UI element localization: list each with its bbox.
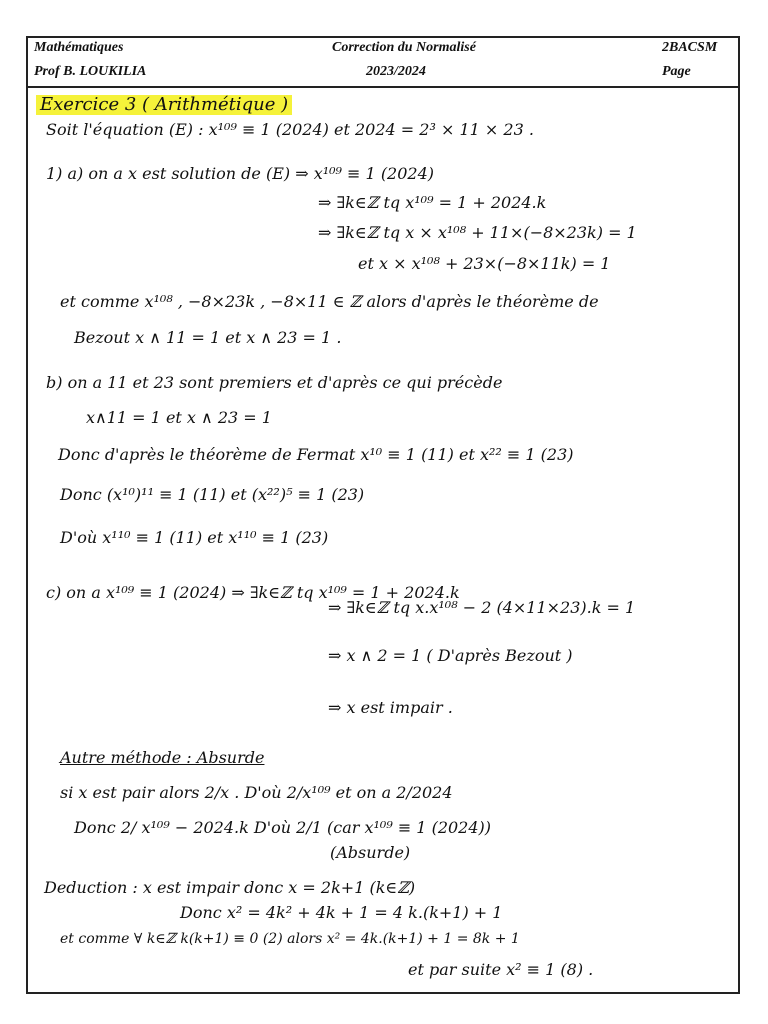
line-16: ⇒ x est impair . <box>328 698 453 717</box>
line-10: Donc d'après le théorème de Fermat x¹⁰ ≡ 1 (11) et x²² ≡ 1 (23) <box>58 445 574 464</box>
line-24: et par suite x² ≡ 1 (8) . <box>408 960 594 979</box>
line-7: Bezout x ∧ 11 = 1 et x ∧ 23 = 1 . <box>74 328 342 347</box>
line-19: Donc 2/ x¹⁰⁹ − 2024.k D'où 2/1 (car x¹⁰⁹ ≡ 1 (2024)) <box>74 818 492 837</box>
header-level: 2BACSM <box>662 40 718 55</box>
line-4: ⇒ ∃k∈ℤ tq x × x¹⁰⁸ + 11×(−8×23k) = 1 <box>318 223 637 242</box>
line-23: et comme ∀ k∈ℤ k(k+1) ≡ 0 (2) alors x² = 4k.(k+1) + 1 = 8k + 1 <box>60 931 520 947</box>
line-18: si x est pair alors 2/x . D'où 2/x¹⁰⁹ et on a 2/2024 <box>60 783 453 802</box>
line-17: Autre méthode : Absurde <box>60 748 265 767</box>
line-13: c) on a x¹⁰⁹ ≡ 1 (2024) ⇒ ∃k∈ℤ tq x¹⁰⁹ = 1 + 2024.k <box>46 583 460 602</box>
line-22: Donc x² = 4k² + 4k + 1 = 4 k.(k+1) + 1 <box>180 903 503 922</box>
line-11: Donc (x¹⁰)¹¹ ≡ 1 (11) et (x²²)⁵ ≡ 1 (23) <box>60 485 365 504</box>
line-5: et x × x¹⁰⁸ + 23×(−8×11k) = 1 <box>358 254 611 273</box>
line-15: ⇒ x ∧ 2 = 1 ( D'après Bezout ) <box>328 646 573 665</box>
line-6: et comme x¹⁰⁸ , −8×23k , −8×11 ∈ ℤ alors d'après le théorème de <box>60 292 599 311</box>
line-12: D'où x¹¹⁰ ≡ 1 (11) et x¹¹⁰ ≡ 1 (23) <box>60 528 329 547</box>
line-21: Deduction : x est impair donc x = 2k+1 (k∈ℤ) <box>44 878 416 897</box>
page-header <box>26 36 740 88</box>
header-title: Correction du Normalisé <box>332 40 476 55</box>
header-teacher: Prof B. LOUKILIA <box>34 64 147 79</box>
line-9: x∧11 = 1 et x ∧ 23 = 1 <box>86 408 272 427</box>
line-1: Soit l'équation (E) : x¹⁰⁹ ≡ 1 (2024) et 2024 = 2³ × 11 × 23 . <box>46 120 534 139</box>
line-14: ⇒ ∃k∈ℤ tq x.x¹⁰⁸ − 2 (4×11×23).k = 1 <box>328 598 636 617</box>
line-3: ⇒ ∃k∈ℤ tq x¹⁰⁹ = 1 + 2024.k <box>318 193 547 212</box>
exercise-title: Exercice 3 ( Arithmétique ) <box>36 95 292 115</box>
header-subject: Mathématiques <box>34 40 124 55</box>
line-2: 1) a) on a x est solution de (E) ⇒ x¹⁰⁹ ≡ 1 (2024) <box>46 164 435 183</box>
line-20: (Absurde) <box>330 843 411 862</box>
header-page: Page <box>662 64 691 79</box>
line-8: b) on a 11 et 23 sont premiers et d'après ce qui précède <box>46 373 503 392</box>
header-year: 2023/2024 <box>366 64 426 79</box>
